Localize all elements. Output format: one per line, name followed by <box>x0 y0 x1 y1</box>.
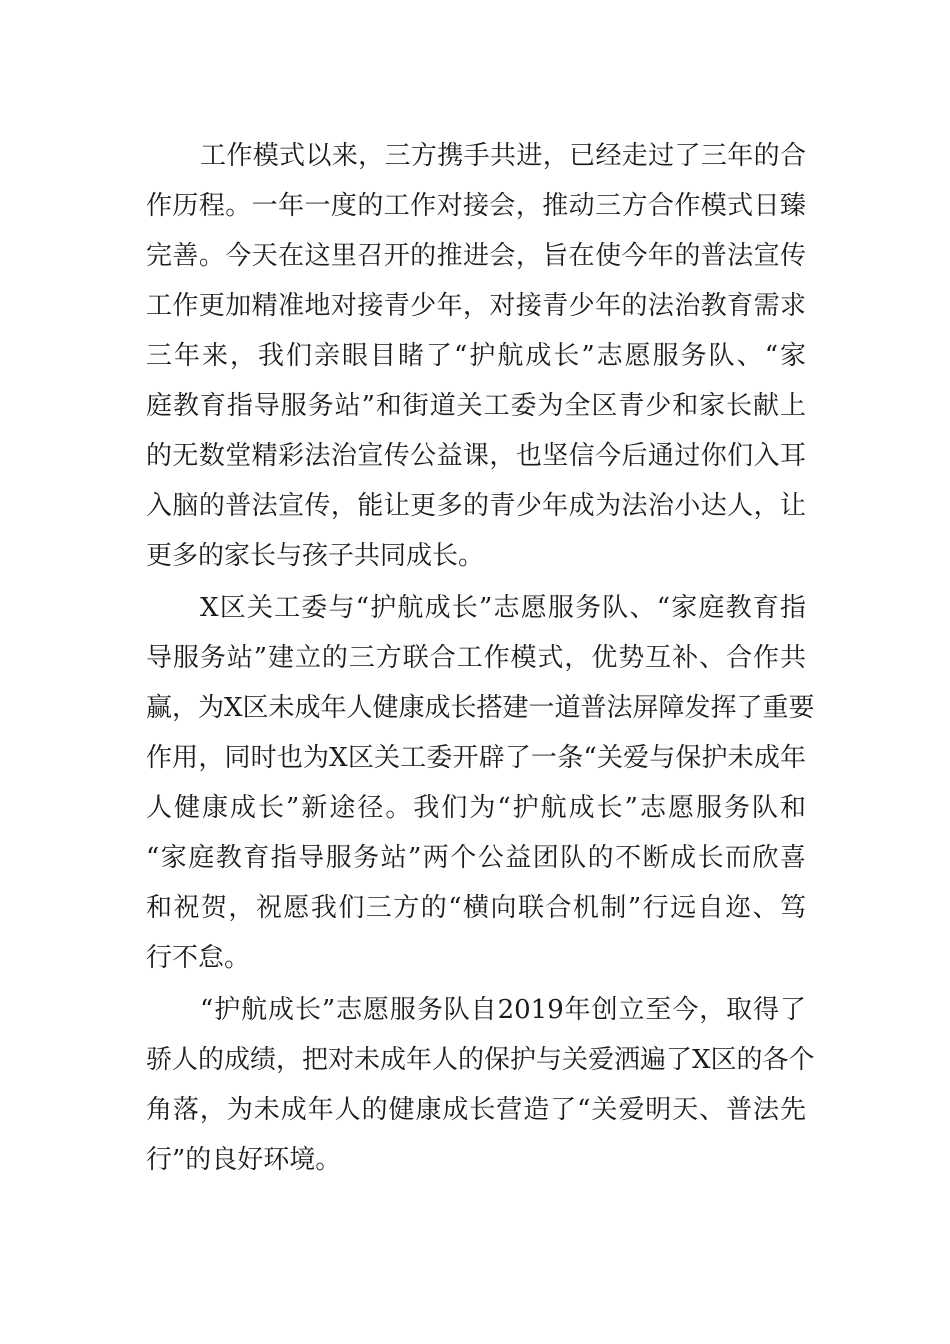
text-line: 导服务站”建立的三方联合工作模式，优势互补、合作共 <box>146 643 806 673</box>
text-line: 工作更加精准地对接青少年，对接青少年的法治教育需求 <box>146 291 806 321</box>
text-line: 庭教育指导服务站”和街道关工委为全区青少和家长献上 <box>146 391 806 421</box>
text-line: X区关工委与“护航成长”志愿服务队、“家庭教育指 <box>200 593 806 623</box>
text-line: 的无数堂精彩法治宣传公益课，也坚信今后通过你们入耳 <box>146 441 806 471</box>
paragraph-2 <box>146 583 815 983</box>
text-line: 骄人的成绩，把对未成年人的保护与关爱洒遍了X区的各个 <box>146 1045 815 1075</box>
document-body <box>146 131 815 1185</box>
text-line: “护航成长”志愿服务队自2019年创立至今，取得了 <box>200 995 806 1025</box>
text-line: 作用，同时也为X区关工委开辟了一条“关爱与保护未成年 <box>146 743 806 773</box>
text-line: 赢，为X区未成年人健康成长搭建一道普法屏障发挥了重要 <box>146 693 815 723</box>
text-line: 作历程。一年一度的工作对接会，推动三方合作模式日臻 <box>146 191 806 221</box>
paragraph-3 <box>146 985 815 1185</box>
text-line: 人健康成长”新途径。我们为“护航成长”志愿服务队和 <box>146 793 806 823</box>
text-line: 行不怠。 <box>146 943 251 973</box>
text-line: “家庭教育指导服务站”两个公益团队的不断成长而欣喜 <box>146 843 806 873</box>
text-line: 完善。今天在这里召开的推进会，旨在使今年的普法宣传 <box>146 241 806 271</box>
paragraph-1 <box>146 131 806 581</box>
text-line: 三年来，我们亲眼目睹了“护航成长”志愿服务队、“家 <box>146 341 806 371</box>
text-line: 角落，为未成年人的健康成长营造了“关爱明天、普法先 <box>146 1095 806 1125</box>
text-line: 入脑的普法宣传，能让更多的青少年成为法治小达人，让 <box>146 491 806 521</box>
text-line: 工作模式以来，三方携手共进，已经走过了三年的合 <box>200 141 806 171</box>
text-line: 和祝贺，祝愿我们三方的“横向联合机制”行远自迩、笃 <box>146 893 806 923</box>
text-line: 更多的家长与孩子共同成长。 <box>146 541 485 571</box>
text-line: 行”的良好环境。 <box>146 1145 342 1175</box>
